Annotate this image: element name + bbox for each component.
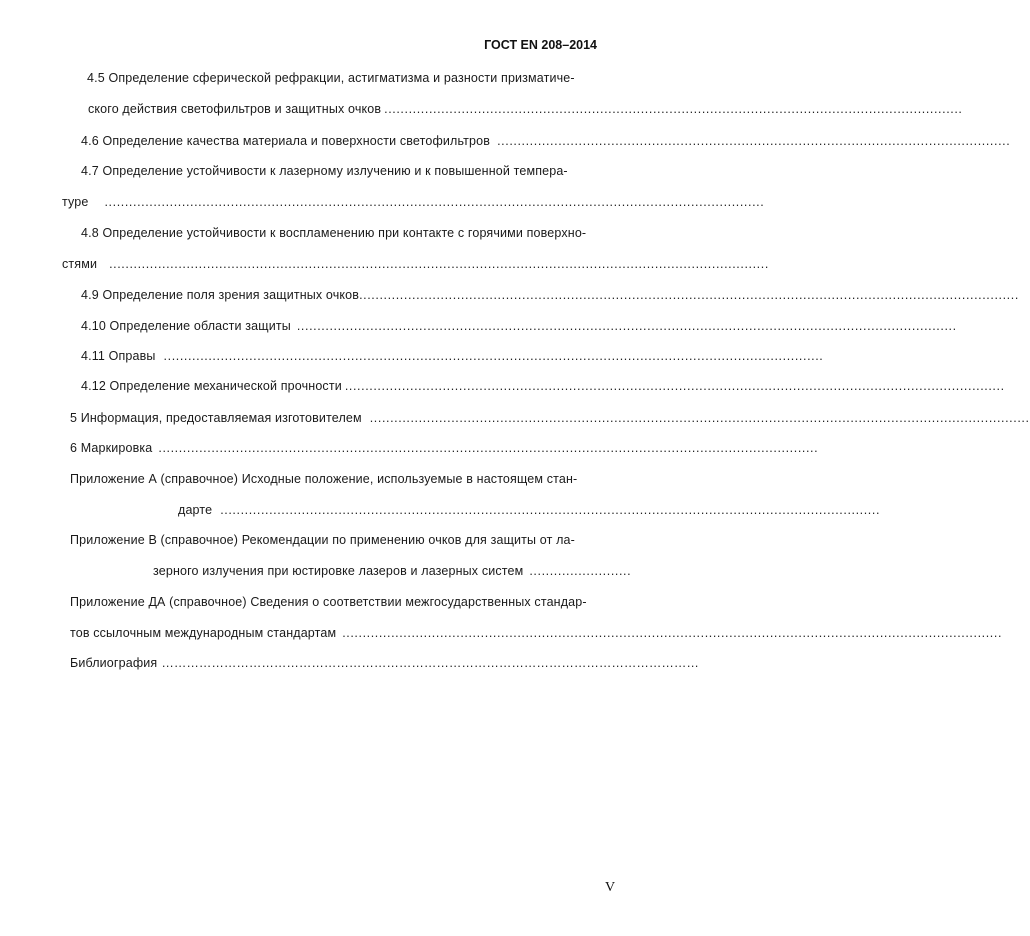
leader-dots: ..................................................................................................................................................................: [109, 257, 769, 271]
toc-entry-4-8-line1: 4.8 Определение устойчивости к воспламенению при контакте с горячими поверхно-: [81, 226, 587, 240]
leader-dots: ..................................................................................................................................................................: [344, 379, 1005, 393]
toc-appendix-da-line1: Приложение ДА (справочное) Сведения о соответствии межгосударственных стандар-: [70, 595, 587, 609]
leader-dots: ..................................................................................................................................................................: [163, 349, 824, 363]
leader-dots: ..............................................................................................................................................: [384, 102, 963, 116]
toc-entry-4-8[interactable]: [62, 256, 769, 272]
toc-entry-4-9[interactable]: [81, 287, 1019, 303]
toc-bibliography[interactable]: [70, 655, 699, 671]
toc-appendix-b-line1: Приложение В (справочное) Рекомендации по применению очков для защиты от ла-: [70, 533, 575, 547]
toc-entry-6[interactable]: [70, 440, 819, 456]
leader-dots: ..................................................................................................................................................................: [296, 319, 957, 333]
toc-entry-label: 4.12 Определение механической прочности: [81, 379, 342, 393]
leader-dots: …………………………………………………………………………………………………………………: [161, 656, 699, 670]
toc-appendix-da-line2: тов ссылочным международным стандартам: [70, 626, 337, 640]
toc-entry-4-10[interactable]: [81, 318, 957, 334]
toc-entry-5[interactable]: [70, 410, 1030, 426]
toc-entry-label: 5 Информация, предоставляемая изготовителем: [70, 411, 362, 425]
leader-dots: ..............................................................................................................................: [493, 134, 1011, 148]
leader-dots: ..................................................................................................................................................................: [369, 411, 1030, 425]
page-number: V: [605, 880, 616, 895]
toc-entry-4-11[interactable]: [81, 348, 824, 364]
toc-appendix-b-line2: зерного излучения при юстировке лазеров и лазерных систем: [153, 564, 524, 578]
toc-appendix-da[interactable]: [70, 625, 1003, 641]
leader-dots: ..................................................................................................................................................................: [342, 626, 1003, 640]
toc-entry-label: 4.6 Определение качества материала и поверхности светофильтров: [81, 134, 491, 148]
toc-entry-4-5-line1: 4.5 Определение сферической рефракции, астигматизма и разности призматиче-: [87, 71, 575, 85]
toc-entry-label: 4.11 Оправы: [81, 349, 156, 363]
toc-appendix-a[interactable]: [178, 502, 881, 518]
toc-entry-label: 4.10 Определение области защиты: [81, 319, 291, 333]
document-id-header: ГОСТ EN 208–2014: [484, 38, 597, 52]
leader-dots: ..................................................................................................................................................................: [220, 503, 881, 517]
leader-dots: ..................................................................................................................................................................: [158, 441, 819, 455]
toc-entry-label: 6 Маркировка: [70, 441, 153, 455]
toc-entry-4-7-line1: 4.7 Определение устойчивости к лазерному излучению и к повышенной темпера-: [81, 164, 568, 178]
toc-entry-4-8-line2: стями: [62, 257, 98, 271]
toc-entry-label: Библиография: [70, 656, 158, 670]
toc-entry-4-12[interactable]: [81, 378, 1005, 394]
toc-entry-label: 4.9 Определение поля зрения защитных очков: [81, 288, 360, 302]
toc-entry-4-7-line2: туре: [62, 195, 89, 209]
toc-appendix-a-line2: дарте: [178, 503, 213, 517]
toc-appendix-b[interactable]: [153, 563, 632, 579]
toc-entry-4-6[interactable]: [81, 133, 1011, 149]
toc-entry-4-5-line2: ского действия светофильтров и защитных очков: [88, 102, 382, 116]
leader-dots: .........................: [529, 564, 632, 578]
toc-appendix-a-line1: Приложение А (справочное) Исходные положение, используемые в настоящем стан-: [70, 472, 578, 486]
leader-dots: ..................................................................................................................................................................: [359, 288, 1019, 302]
leader-dots: ..................................................................................................................................................................: [104, 195, 765, 209]
toc-entry-4-5[interactable]: [88, 101, 963, 117]
toc-entry-4-7[interactable]: [62, 194, 765, 210]
